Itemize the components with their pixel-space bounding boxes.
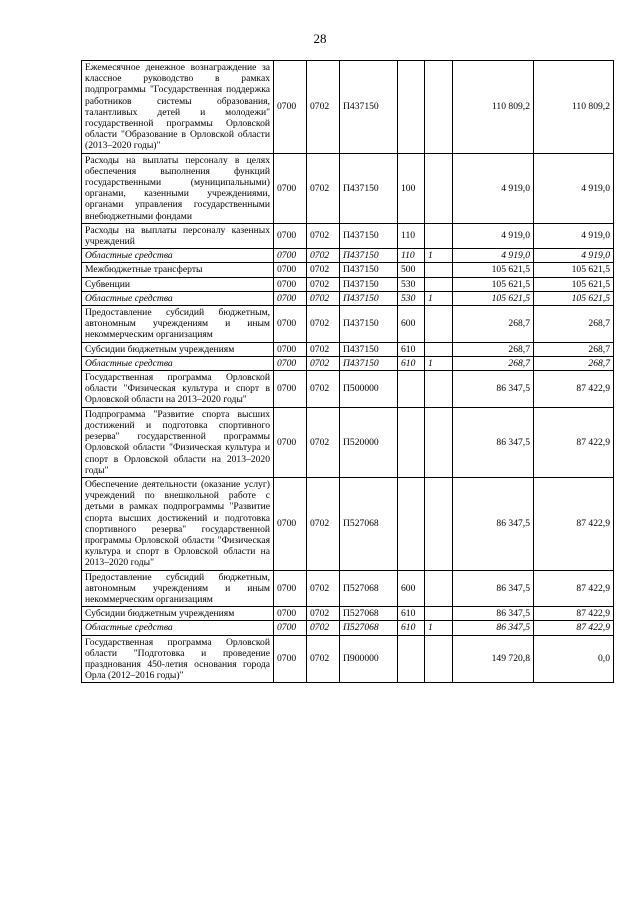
subsection-code-cell: 0702 xyxy=(307,277,340,291)
expense-type-cell: 530 xyxy=(398,277,425,291)
row-name-cell: Субсидии бюджетным учреждениям xyxy=(82,607,274,621)
subsection-code-cell: 0702 xyxy=(307,306,340,343)
subsection-code-cell: 0702 xyxy=(307,371,340,408)
target-article-cell: П437150 xyxy=(340,356,398,370)
expense-type-cell xyxy=(398,407,425,477)
section-code-cell: 0700 xyxy=(274,61,307,154)
table-row xyxy=(82,153,614,223)
subsection-code-cell: 0702 xyxy=(307,621,340,635)
row-name-cell: Областные средства xyxy=(82,291,274,305)
subsection-code-cell: 0702 xyxy=(307,291,340,305)
section-code-cell: 0700 xyxy=(274,570,307,607)
amount-year2-cell: 110 809,2 xyxy=(534,61,614,154)
source-code-cell: 1 xyxy=(425,621,453,635)
section-code-cell: 0700 xyxy=(274,607,307,621)
target-article-cell: П437150 xyxy=(340,61,398,154)
amount-year2-cell: 4 919,0 xyxy=(534,153,614,223)
subsection-code-cell: 0702 xyxy=(307,407,340,477)
row-name-cell: Субвенции xyxy=(82,277,274,291)
subsection-code-cell: 0702 xyxy=(307,342,340,356)
source-code-cell xyxy=(425,371,453,408)
subsection-code-cell: 0702 xyxy=(307,223,340,248)
table-row xyxy=(82,223,614,248)
expense-type-cell: 600 xyxy=(398,306,425,343)
source-code-cell xyxy=(425,306,453,343)
amount-year1-cell: 86 347,5 xyxy=(453,477,534,570)
amount-year2-cell: 268,7 xyxy=(534,342,614,356)
row-name-cell: Межбюджетные трансферты xyxy=(82,263,274,277)
amount-year2-cell: 268,7 xyxy=(534,306,614,343)
amount-year1-cell: 86 347,5 xyxy=(453,407,534,477)
target-article-cell: П527068 xyxy=(340,477,398,570)
target-article-cell: П437150 xyxy=(340,291,398,305)
section-code-cell: 0700 xyxy=(274,356,307,370)
amount-year1-cell: 268,7 xyxy=(453,342,534,356)
source-code-cell: 1 xyxy=(425,249,453,263)
source-code-cell xyxy=(425,153,453,223)
expense-type-cell: 600 xyxy=(398,570,425,607)
expense-type-cell xyxy=(398,477,425,570)
amount-year1-cell: 268,7 xyxy=(453,356,534,370)
table-row xyxy=(82,607,614,621)
amount-year1-cell: 268,7 xyxy=(453,306,534,343)
amount-year2-cell: 105 621,5 xyxy=(534,277,614,291)
row-name-cell: Субсидии бюджетным учреждениям xyxy=(82,342,274,356)
amount-year2-cell: 268,7 xyxy=(534,356,614,370)
source-code-cell xyxy=(425,223,453,248)
table-row xyxy=(82,356,614,370)
subsection-code-cell: 0702 xyxy=(307,477,340,570)
row-name-cell: Расходы на выплаты персоналу казенных учреждений xyxy=(82,223,274,248)
source-code-cell xyxy=(425,342,453,356)
table-row xyxy=(82,371,614,408)
section-code-cell: 0700 xyxy=(274,277,307,291)
target-article-cell: П437150 xyxy=(340,277,398,291)
amount-year1-cell: 105 621,5 xyxy=(453,277,534,291)
target-article-cell: П527068 xyxy=(340,570,398,607)
row-name-cell: Государственная программа Орловской области "Подготовка и проведение празднования 450-летия основания города Орла (2012–2016 годы)" xyxy=(82,635,274,683)
amount-year2-cell: 87 422,9 xyxy=(534,570,614,607)
section-code-cell: 0700 xyxy=(274,477,307,570)
source-code-cell xyxy=(425,570,453,607)
target-article-cell: П437150 xyxy=(340,306,398,343)
subsection-code-cell: 0702 xyxy=(307,249,340,263)
expense-type-cell xyxy=(398,371,425,408)
target-article-cell: П437150 xyxy=(340,153,398,223)
amount-year1-cell: 4 919,0 xyxy=(453,249,534,263)
section-code-cell: 0700 xyxy=(274,621,307,635)
row-name-cell: Предоставление субсидий бюджетным, автономным учреждениям и иным некоммерческим организациям xyxy=(82,570,274,607)
subsection-code-cell: 0702 xyxy=(307,153,340,223)
row-name-cell: Предоставление субсидий бюджетным, автономным учреждениям и иным некоммерческим организациям xyxy=(82,306,274,343)
row-name-cell: Подпрограмма "Развитие спорта высших достижений и подготовка спортивного резерва" государственной программы Орловской области "Физическая культура и спорт в Орловской области на 2013–2020 годы" xyxy=(82,407,274,477)
subsection-code-cell: 0702 xyxy=(307,635,340,683)
subsection-code-cell: 0702 xyxy=(307,61,340,154)
table-row xyxy=(82,477,614,570)
row-name-cell: Обеспечение деятельности (оказание услуг) учреждений по внешкольной работе с детьми в рамках подпрограммы "Развитие спорта высших достижений и подготовка спортивного резерва" государственной программы Орловской области "Физическая культура и спорт в Орловской области на 2013–2020 годы" xyxy=(82,477,274,570)
amount-year1-cell: 86 347,5 xyxy=(453,607,534,621)
target-article-cell: П520000 xyxy=(340,407,398,477)
table-row xyxy=(82,277,614,291)
amount-year2-cell: 0,0 xyxy=(534,635,614,683)
source-code-cell: 1 xyxy=(425,356,453,370)
row-name-cell: Областные средства xyxy=(82,621,274,635)
table-row xyxy=(82,621,614,635)
source-code-cell xyxy=(425,263,453,277)
page-number: 28 xyxy=(313,31,327,46)
expense-type-cell: 610 xyxy=(398,607,425,621)
amount-year1-cell: 105 621,5 xyxy=(453,263,534,277)
amount-year1-cell: 149 720,8 xyxy=(453,635,534,683)
section-code-cell: 0700 xyxy=(274,291,307,305)
row-name-cell: Государственная программа Орловской области "Физическая культура и спорт в Орловской области на 2013–2020 годы" xyxy=(82,371,274,408)
section-code-cell: 0700 xyxy=(274,249,307,263)
row-name-cell: Расходы на выплаты персоналу в целях обеспечения выполнения функций государственными (муниципальными) органами, казенными учреждениями, органами управления государственными внебюджетными фондами xyxy=(82,153,274,223)
table-row xyxy=(82,570,614,607)
expense-type-cell: 100 xyxy=(398,153,425,223)
source-code-cell xyxy=(425,477,453,570)
amount-year2-cell: 87 422,9 xyxy=(534,407,614,477)
target-article-cell: П437150 xyxy=(340,263,398,277)
amount-year2-cell: 105 621,5 xyxy=(534,263,614,277)
amount-year1-cell: 86 347,5 xyxy=(453,621,534,635)
expense-type-cell: 610 xyxy=(398,356,425,370)
source-code-cell xyxy=(425,607,453,621)
section-code-cell: 0700 xyxy=(274,223,307,248)
amount-year2-cell: 4 919,0 xyxy=(534,249,614,263)
table-row xyxy=(82,291,614,305)
target-article-cell: П527068 xyxy=(340,621,398,635)
expense-type-cell: 610 xyxy=(398,621,425,635)
amount-year1-cell: 4 919,0 xyxy=(453,153,534,223)
amount-year2-cell: 105 621,5 xyxy=(534,291,614,305)
amount-year1-cell: 86 347,5 xyxy=(453,570,534,607)
table-row xyxy=(82,635,614,683)
section-code-cell: 0700 xyxy=(274,153,307,223)
target-article-cell: П527068 xyxy=(340,607,398,621)
table-row xyxy=(82,263,614,277)
source-code-cell: 1 xyxy=(425,291,453,305)
expense-type-cell: 530 xyxy=(398,291,425,305)
expense-type-cell xyxy=(398,61,425,154)
row-name-cell: Областные средства xyxy=(82,356,274,370)
table-row xyxy=(82,407,614,477)
source-code-cell xyxy=(425,407,453,477)
source-code-cell xyxy=(425,61,453,154)
source-code-cell xyxy=(425,277,453,291)
amount-year1-cell: 105 621,5 xyxy=(453,291,534,305)
table-row xyxy=(82,249,614,263)
section-code-cell: 0700 xyxy=(274,407,307,477)
table-row xyxy=(82,342,614,356)
section-code-cell: 0700 xyxy=(274,371,307,408)
table-body xyxy=(82,61,614,683)
amount-year2-cell: 87 422,9 xyxy=(534,477,614,570)
expense-type-cell: 110 xyxy=(398,249,425,263)
source-code-cell xyxy=(425,635,453,683)
subsection-code-cell: 0702 xyxy=(307,356,340,370)
table-row xyxy=(82,61,614,154)
expense-type-cell: 110 xyxy=(398,223,425,248)
table-row xyxy=(82,306,614,343)
expense-type-cell: 610 xyxy=(398,342,425,356)
amount-year2-cell: 4 919,0 xyxy=(534,223,614,248)
amount-year2-cell: 87 422,9 xyxy=(534,621,614,635)
section-code-cell: 0700 xyxy=(274,635,307,683)
amount-year1-cell: 4 919,0 xyxy=(453,223,534,248)
budget-table xyxy=(81,60,614,683)
amount-year1-cell: 86 347,5 xyxy=(453,371,534,408)
row-name-cell: Ежемесячное денежное вознаграждение за классное руководство в рамках подпрограммы "Государственная поддержка работников системы образования, талантливых детей и молодежи" государственной программы Орловской области "Образование в Орловской области (2013–2020 годы)" xyxy=(82,61,274,154)
section-code-cell: 0700 xyxy=(274,342,307,356)
section-code-cell: 0700 xyxy=(274,306,307,343)
section-code-cell: 0700 xyxy=(274,263,307,277)
subsection-code-cell: 0702 xyxy=(307,263,340,277)
subsection-code-cell: 0702 xyxy=(307,607,340,621)
expense-type-cell xyxy=(398,635,425,683)
expense-type-cell: 500 xyxy=(398,263,425,277)
amount-year1-cell: 110 809,2 xyxy=(453,61,534,154)
target-article-cell: П437150 xyxy=(340,223,398,248)
target-article-cell: П437150 xyxy=(340,249,398,263)
amount-year2-cell: 87 422,9 xyxy=(534,607,614,621)
subsection-code-cell: 0702 xyxy=(307,570,340,607)
target-article-cell: П900000 xyxy=(340,635,398,683)
row-name-cell: Областные средства xyxy=(82,249,274,263)
target-article-cell: П500000 xyxy=(340,371,398,408)
amount-year2-cell: 87 422,9 xyxy=(534,371,614,408)
target-article-cell: П437150 xyxy=(340,342,398,356)
